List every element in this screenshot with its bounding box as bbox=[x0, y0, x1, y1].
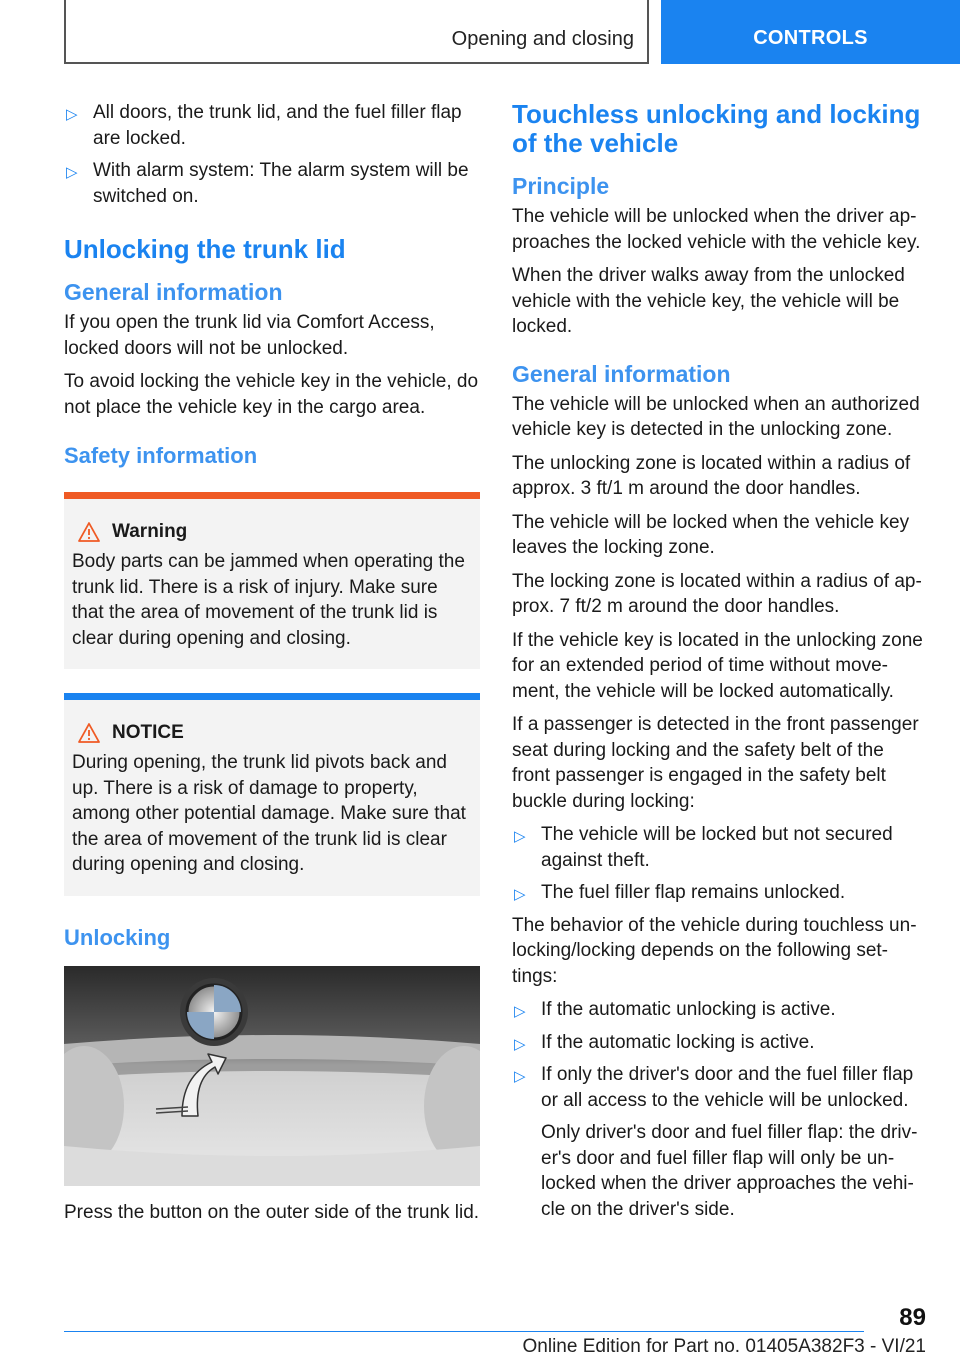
triangle-right-icon: ▷ bbox=[514, 1035, 526, 1053]
list-item: ▷ If the automatic unlocking is active. bbox=[512, 997, 926, 1023]
paragraph: If you open the trunk lid via Comfort Access, locked doors will not be unlocked. bbox=[64, 312, 435, 359]
left-column bbox=[64, 100, 480, 1233]
paragraph: To avoid locking the vehicle key in the vehicle, do not place the vehicle key in the cargo area. bbox=[64, 371, 479, 418]
triangle-right-icon: ▷ bbox=[514, 1068, 526, 1085]
footer-edition: Online Edition for Part no. 01405A382F3 - VI/21 bbox=[522, 1336, 926, 1357]
notice-box bbox=[64, 693, 480, 896]
heading-unlocking: Unlocking bbox=[64, 924, 171, 950]
list-item: ▷ If only the driver's door and the fuel filler flap or all access to the vehicle will be unlocked. bbox=[514, 1064, 914, 1111]
paragraph: The vehicle will be unlocked when an authorized vehicle key is detected in the unlocking zone. bbox=[512, 393, 920, 440]
warning-triangle-icon bbox=[78, 723, 100, 743]
paragraph: When the driver walks away from the unlocked vehicle with the vehicle key, the vehicle will be locked. bbox=[512, 265, 905, 337]
triangle-right-icon: ▷ bbox=[514, 828, 526, 845]
triangle-right-icon: ▷ bbox=[514, 886, 526, 903]
notice-title: NOTICE bbox=[72, 722, 472, 744]
sub-note: Only driver's door and fuel filler flap: the driv‐er's door and fuel filler flap will only be un‐locked when the driver approaches the vehi‐cle on the driver's side. bbox=[541, 1122, 918, 1220]
bullet-list-settings bbox=[512, 997, 926, 1113]
triangle-right-icon: ▷ bbox=[66, 106, 78, 123]
footer-divider bbox=[64, 1331, 864, 1332]
paragraph: The locking zone is located within a radius of ap‐prox. 7 ft/2 m around the door handles. bbox=[512, 570, 922, 617]
right-column bbox=[512, 100, 926, 1230]
header-chapter-tab: CONTROLS bbox=[661, 0, 960, 64]
paragraph: If a passenger is detected in the front passenger seat during locking and the safety belt of the front passenger is engaged in the safety belt buckle during locking: bbox=[512, 714, 919, 812]
paragraph: The vehicle will be locked when the vehicle key leaves the locking zone. bbox=[512, 511, 910, 558]
page-number: 89 bbox=[899, 1304, 926, 1331]
image-caption: Press the button on the outer side of the trunk lid. bbox=[64, 1201, 480, 1223]
list-item: ▷ The vehicle will be locked but not secured against theft. bbox=[514, 824, 893, 871]
header-section-title: Opening and closing bbox=[451, 28, 634, 50]
heading-general-information: General information bbox=[64, 279, 283, 305]
heading-principle: Principle bbox=[512, 173, 610, 199]
notice-text: During opening, the trunk lid pivots back and up. There is a risk of damage to property, among other potential damage. Make sure that the area of movement of the trunk lid is clear during opening and closing. bbox=[72, 752, 466, 875]
heading-touchless-unlocking: Touchless unlocking and locking of the vehicle bbox=[512, 99, 921, 158]
warning-triangle-icon bbox=[78, 522, 100, 542]
heading-general-information: General information bbox=[512, 360, 731, 387]
paragraph: If the vehicle key is located in the unlocking zone for an extended period of time without move‐ment, the vehicle will be locked automatically. bbox=[512, 629, 923, 702]
trunk-button-photo bbox=[64, 966, 480, 1186]
warning-text: Body parts can be jammed when operating the trunk lid. There is a risk of injury. Make sure that the area of movement of the trunk lid is clear during opening and closing. bbox=[72, 551, 465, 649]
list-item: ▷ With alarm system: The alarm system will be switched on. bbox=[66, 160, 469, 207]
bullet-list-passenger bbox=[512, 822, 926, 906]
triangle-right-icon: ▷ bbox=[514, 1003, 526, 1020]
warning-title: Warning bbox=[72, 521, 472, 543]
paragraph: The vehicle will be unlocked when the driver ap‐proaches the locked vehicle with the vehicle key. bbox=[512, 206, 921, 253]
paragraph: The behavior of the vehicle during touchless un‐locking/locking depends on the following set‐tings: bbox=[512, 914, 917, 987]
list-item: ▷ If the automatic locking is active. bbox=[512, 1030, 926, 1056]
triangle-right-icon: ▷ bbox=[66, 164, 78, 181]
bullet-list-locked bbox=[64, 100, 480, 209]
heading-safety-information: Safety information bbox=[64, 443, 258, 468]
paragraph: The unlocking zone is located within a radius of approx. 3 ft/1 m around the door handles. bbox=[512, 452, 911, 499]
heading-unlocking-trunk-lid: Unlocking the trunk lid bbox=[64, 234, 346, 264]
warning-box bbox=[64, 492, 480, 669]
list-item: ▷ The fuel filler flap remains unlocked. bbox=[512, 880, 926, 906]
list-item: ▷ All doors, the trunk lid, and the fuel filler flap are locked. bbox=[66, 102, 462, 149]
